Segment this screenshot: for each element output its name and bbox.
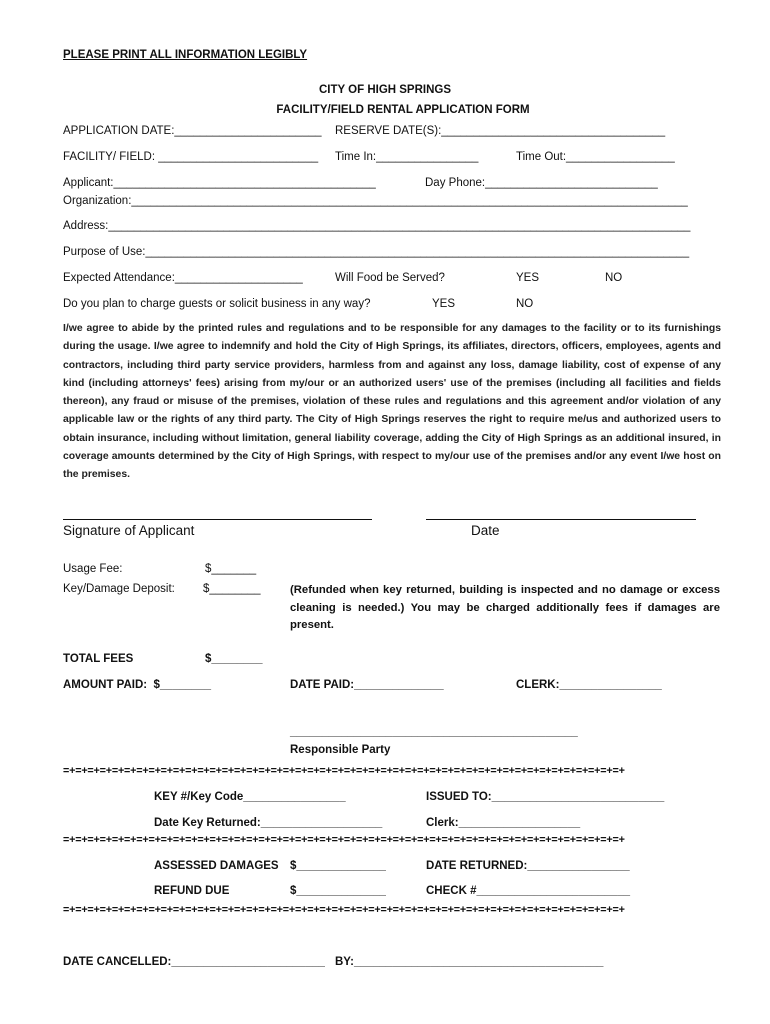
refund-due-label: REFUND DUE <box>154 885 230 897</box>
time-out-field[interactable]: Time Out:_________________ <box>516 151 675 163</box>
day-phone-field[interactable]: Day Phone:___________________________ <box>425 177 658 189</box>
date-cancelled-field[interactable]: DATE CANCELLED:________________________ <box>63 956 325 968</box>
date-line[interactable] <box>426 519 696 520</box>
reserve-dates-field[interactable]: RESERVE DATE(S):___________________________________ <box>335 125 666 137</box>
notice-heading: PLEASE PRINT ALL INFORMATION LEGIBLY <box>63 49 308 61</box>
purpose-field[interactable]: Purpose of Use:_____________________________________________________________________________________ <box>63 246 690 258</box>
time-in-field[interactable]: Time In:________________ <box>335 151 479 163</box>
responsible-party-line[interactable]: _____________________________________________ <box>290 726 578 738</box>
assessed-damages-label: ASSESSED DAMAGES <box>154 860 279 872</box>
key-code-field[interactable]: KEY #/Key Code________________ <box>154 791 346 803</box>
date-paid-field[interactable]: DATE PAID:______________ <box>290 679 444 691</box>
application-date-field[interactable]: APPLICATION DATE:_______________________ <box>63 125 322 137</box>
signature-label: Signature of Applicant <box>63 523 195 538</box>
separator-1: =+=+=+=+=+=+=+=+=+=+=+=+=+=+=+=+=+=+=+=+=+=+=+=+=+=+=+=+=+=+=+=+=+=+=+=+=+=+=+=+=+=+=+=+=+=+ <box>63 765 625 777</box>
charge-yes-option[interactable]: YES <box>432 298 456 310</box>
cancelled-by-field[interactable]: BY:_______________________________________ <box>335 956 604 968</box>
form-title: FACILITY/FIELD RENTAL APPLICATION FORM <box>276 104 530 116</box>
total-fees-label: TOTAL FEES <box>63 653 134 665</box>
usage-fee-label: Usage Fee: <box>63 563 123 575</box>
food-yes-option[interactable]: YES <box>516 272 540 284</box>
clerk-field[interactable]: CLERK:________________ <box>516 679 662 691</box>
food-question: Will Food be Served? <box>335 272 445 284</box>
charge-no-option[interactable]: NO <box>516 298 534 310</box>
date-returned-field[interactable]: DATE RETURNED:________________ <box>426 860 630 872</box>
facility-field[interactable]: FACILITY/ FIELD: _________________________ <box>63 151 319 163</box>
check-number-field[interactable]: CHECK #________________________ <box>426 885 630 897</box>
agreement-paragraph: I/we agree to abide by the printed rules and regulations and to be responsible for any damages to the facility or to its furnishings during the usage. I/we agree to indemnify and hold the City of High Springs, its affiliates, directors, officers, employees, agents and contractors, including third party service providers, harmless from and against any loss, damage liability, cost of expense of any kind (including attorneys' fees) arising from my/our or an authorized users' use of the premises (including all facilities and fields thereon), any fraud or misuse of the premises, violation of these rules and regulations and this agreement and/or violation of any applicable law or the rights of any third party. The City of High Springs reserves the right to require me/us and authorized users to obtain insurance, including without limitation, general liability coverage, adding the City of High Springs as an additional insured, in coverage amounts determined by the City of High Springs, with respect to my/our use of the premises and/or any event I/we host on the premises. <box>63 323 721 481</box>
address-field[interactable]: Address:___________________________________________________________________________________________ <box>63 220 691 232</box>
date-label: Date <box>471 523 500 538</box>
signature-line[interactable] <box>63 519 372 520</box>
issued-to-field[interactable]: ISSUED TO:___________________________ <box>426 791 665 803</box>
key-clerk-field[interactable]: Clerk:___________________ <box>426 817 581 829</box>
responsible-party-label: Responsible Party <box>290 744 391 756</box>
applicant-field[interactable]: Applicant:_________________________________________ <box>63 177 376 189</box>
charge-question: Do you plan to charge guests or solicit business in any way? <box>63 298 371 310</box>
amount-paid-field[interactable]: AMOUNT PAID: $________ <box>63 679 212 691</box>
deposit-value[interactable]: $________ <box>203 583 261 595</box>
date-key-returned-field[interactable]: Date Key Returned:___________________ <box>154 817 383 829</box>
city-name: CITY OF HIGH SPRINGS <box>318 84 452 96</box>
separator-3: =+=+=+=+=+=+=+=+=+=+=+=+=+=+=+=+=+=+=+=+=+=+=+=+=+=+=+=+=+=+=+=+=+=+=+=+=+=+=+=+=+=+=+=+=+=+ <box>63 904 625 916</box>
refund-due-value[interactable]: $______________ <box>290 885 386 897</box>
deposit-label: Key/Damage Deposit: <box>63 583 175 595</box>
expected-attendance-field[interactable]: Expected Attendance:____________________ <box>63 272 303 284</box>
food-no-option[interactable]: NO <box>605 272 623 284</box>
organization-field[interactable]: Organization:_______________________________________________________________________________________ <box>63 195 688 207</box>
total-fees-value[interactable]: $________ <box>205 653 263 665</box>
assessed-damages-value[interactable]: $______________ <box>290 860 386 872</box>
refund-note: (Refunded when key returned, building is inspected and no damage or excess cleaning is needed.) You may be charged additionally fees if damages are present. <box>290 584 720 631</box>
separator-2: =+=+=+=+=+=+=+=+=+=+=+=+=+=+=+=+=+=+=+=+=+=+=+=+=+=+=+=+=+=+=+=+=+=+=+=+=+=+=+=+=+=+=+=+=+=+ <box>63 834 625 846</box>
usage-fee-value[interactable]: $_______ <box>205 563 257 575</box>
